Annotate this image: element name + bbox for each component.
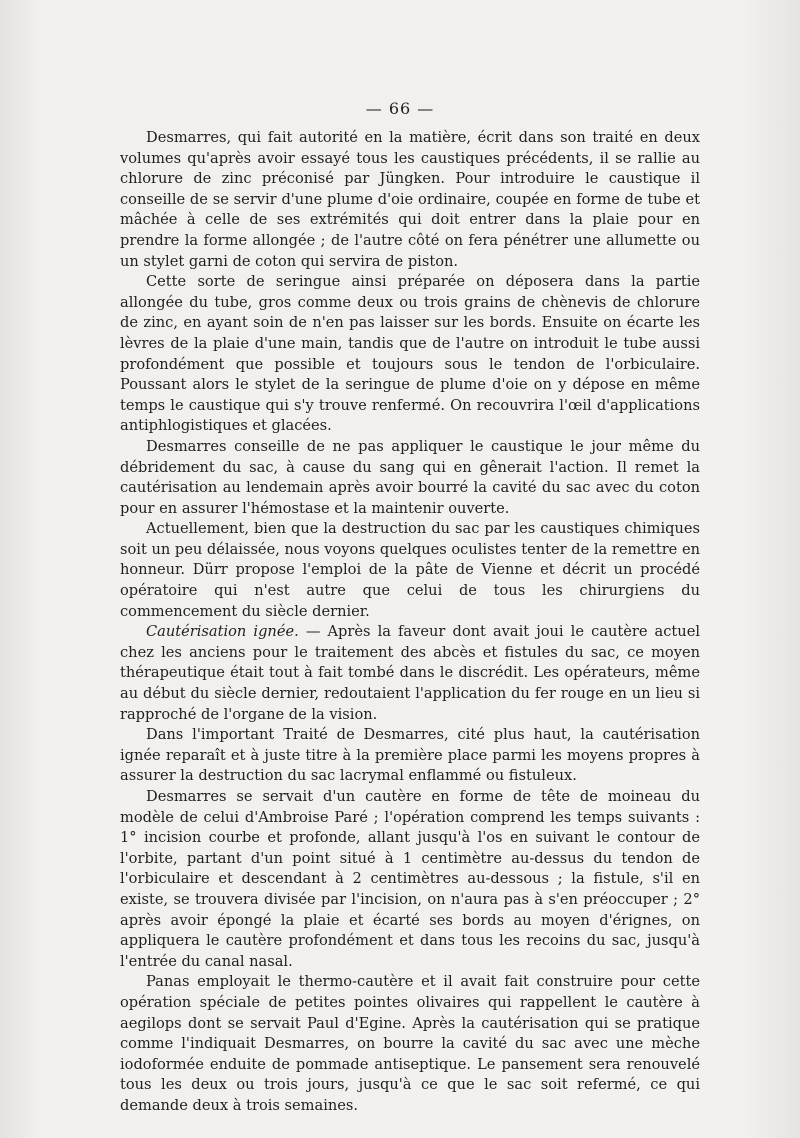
paragraph-8: Panas employait le thermo-cautère et il avait fait construire pour cette opération spéciale de petites pointes olivaires qui rappellent le cautère à aegilops dont se servait Paul d'Egine. Après la cautérisation qui se pratique comme l'indiquait Desmarres, on bourre la cavité du sac avec une mèche iodoformée enduite de pommade antiseptique. Le pansement sera renouvelé tous les deux ou trois jours, jusqu'à ce que le sac soit refermé, ce qui demande deux à trois semaines. bbox=[120, 973, 700, 1114]
page-number: — 66 — bbox=[365, 99, 435, 118]
paragraph-1: Desmarres, qui fait autorité en la matière, écrit dans son traité en deux volumes qu'après avoir essayé tous les caustiques précédents, il se rallie au chlorure de zinc préconisé par Jüngken. Pour introduire le caustique il conseille de se servir d'une plume d'oie ordinaire, coupée en forme de tube et mâchée à celle de ses extrémités qui doit entrer dans la plaie pour en prendre la forme allongée ; de l'autre côté on fera pénétrer une allumette ou un stylet garni de coton qui servira de piston. bbox=[120, 129, 700, 270]
paragraph-6: Dans l'important Traité de Desmarres, cité plus haut, la cautérisation ignée reparaît et à juste titre à la première place parmi les moyens propres à assurer la destruction du sac lacrymal enflammé ou fistuleux. bbox=[120, 726, 700, 785]
paragraph-3: Desmarres conseille de ne pas appliquer le caustique le jour même du débridement du sac, à cause du sang qui en gênerait l'action. Il remet la cautérisation au lendemain après avoir bourré la cavité du sac avec du coton pour en assurer l'hémostase et la maintenir ouverte. bbox=[120, 437, 700, 517]
section-paragraph bbox=[120, 622, 700, 725]
paragraph-7: Desmarres se servait d'un cautère en forme de tête de moineau du modèle de celui d'Ambroise Paré ; l'opération comprend les temps suivants : 1° incision courbe et profonde, allant jusqu'à l'os en suivant le contour de l'orbite, partant d'un point situé à 1 centimètre au-dessus du tendon de l'orbiculaire et descendant à 2 centimètres au-dessous ; la fistule, s'il en existe, se trouvera divisée par l'incision, on n'aura pas à s'en préoccuper ; 2° après avoir épongé la plaie et écarté ses bords au moyen d'érignes, on appliquera le cautère profondément et dans tous les recoins du sac, jusqu'à l'entrée du canal nasal. bbox=[120, 788, 700, 970]
paragraph-2: Cette sorte de seringue ainsi préparée on déposera dans la partie allongée du tube, gros comme deux ou trois grains de chènevis de chlorure de zinc, en ayant soin de n'en pas laisser sur les bords. Ensuite on écarte les lèvres de la plaie d'une main, tandis que de l'autre on introduit le tube aussi profondément que possible et toujours sous le tendon de l'orbiculaire. Poussant alors le stylet de la seringue de plume d'oie on y dépose en même temps le caustique qui s'y trouve renfermé. On recouvrira l'œil d'applications antiphlogistiques et glacées. bbox=[120, 273, 700, 435]
section-intro: — Après la faveur dont avait joui le cautère actuel chez les anciens pour le traitement des abcès et fistules du sac, ce moyen thérapeutique était tout à fait tombé dans le discrédit. Les opérateurs, même au début du siècle dernier, redoutaient l'application du fer rouge en un lieu si rapproché de l'organe de la vision. bbox=[120, 623, 700, 723]
body-text bbox=[120, 128, 700, 1117]
section-heading: Cautérisation ignée. bbox=[146, 623, 299, 641]
paragraph-4: Actuellement, bien que la destruction du sac par les caustiques chimiques soit un peu délaissée, nous voyons quelques oculistes tenter de la remettre en honneur. Dürr propose l'emploi de la pâte de Vienne et décrit un procédé opératoire qui n'est autre que celui de tous les chirurgiens du commencement du siècle dernier. bbox=[120, 520, 700, 620]
